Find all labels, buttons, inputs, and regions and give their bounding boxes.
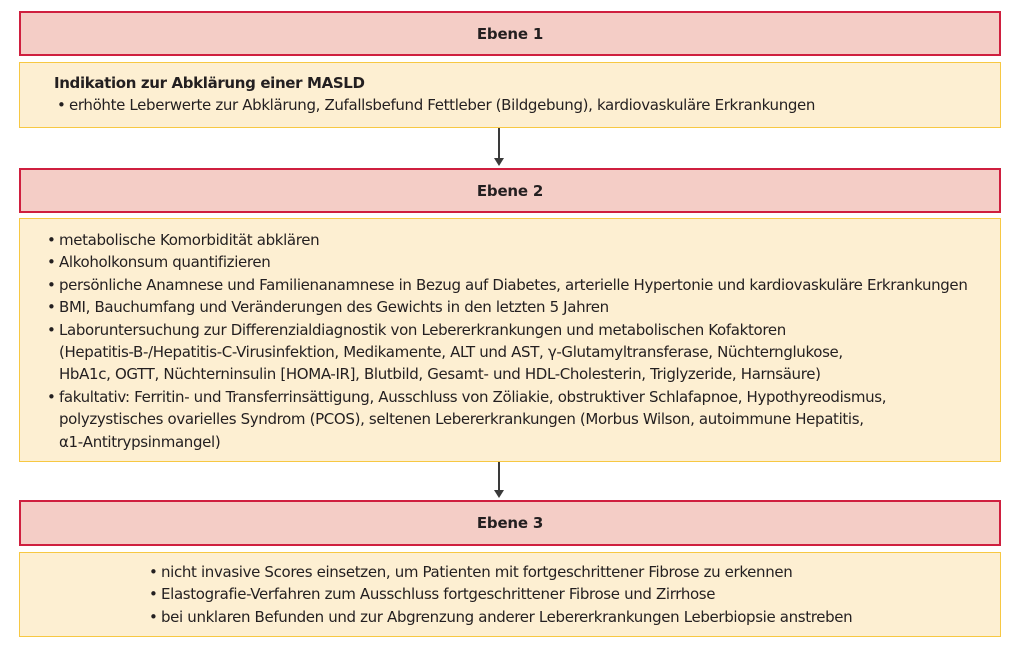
level-3-header-label: Ebene 3 [476,514,544,532]
list-item [47,319,1000,386]
level-2-list [47,229,1000,453]
list-item: • BMI, Bauchumfang und Veränderungen des Gewichts in den letzten 5 Jahren [47,296,1000,318]
list-item: • Elastografie-Verfahren zum Ausschluss fortgeschrittener Fibrose und Zirrhose [149,583,1000,605]
level-3-content-box [19,552,1001,637]
level-1-title: Indikation zur Abklärung einer MASLD [54,74,365,92]
level-2-header-label: Ebene 2 [476,181,544,200]
list-item: • nicht invasive Scores einsetzen, um Patienten mit fortgeschrittener Fibrose zu erkennen [149,561,1000,583]
level-2-content-box [19,218,1001,462]
arrow-down-icon [498,128,500,164]
list-item-line: HbA1c, OGTT, Nüchterninsulin [HOMA-IR], Blutbild, Gesamt- und HDL-Cholesterin, Triglyzeride, Harnsäure) [59,365,821,384]
list-item-line: • Laboruntersuchung zur Differenzialdiagnostik von Lebererkrankungen und metabolischen Kofaktoren [59,320,786,339]
list-item [47,386,1000,453]
list-item-line: α1-Antitrypsinmangel) [59,432,221,451]
list-item: • persönliche Anamnese und Familienanamnese in Bezug auf Diabetes, arterielle Hypertonie und kardiovaskuläre Erkrankungen [47,274,1000,296]
list-item: • metabolische Komorbidität abklären [47,229,1000,251]
arrow-down-icon [498,462,500,496]
level-1-list [57,94,1000,116]
level-1-content-box [19,62,1001,128]
list-item: • Alkoholkonsum quantifizieren [47,251,1000,273]
level-3-list [149,561,1000,628]
level-3-header [19,500,1001,546]
level-1-header-label: Ebene 1 [476,24,544,43]
level-2-header [19,168,1001,213]
list-item-line: (Hepatitis-B-/Hepatitis-C-Virusinfektion, Medikamente, ALT und AST, γ-Glutamyltransferase, Nüchternglukose, [59,343,843,362]
list-item: • bei unklaren Befunden und zur Abgrenzung anderer Lebererkrankungen Leberbiopsie anstreben [149,606,1000,628]
level-1-header [19,11,1001,56]
list-item-line: polyzystisches ovarielles Syndrom (PCOS), seltenen Lebererkrankungen (Morbus Wilson, autoimmune Hepatitis, [59,410,864,429]
list-item: • erhöhte Leberwerte zur Abklärung, Zufallsbefund Fettleber (Bildgebung), kardiovaskuläre Erkrankungen [57,94,1000,116]
list-item-line: • fakultativ: Ferritin- und Transferrinsättigung, Ausschluss von Zöliakie, obstruktiver Schlafapnoe, Hypothyreodismus, [59,387,887,406]
